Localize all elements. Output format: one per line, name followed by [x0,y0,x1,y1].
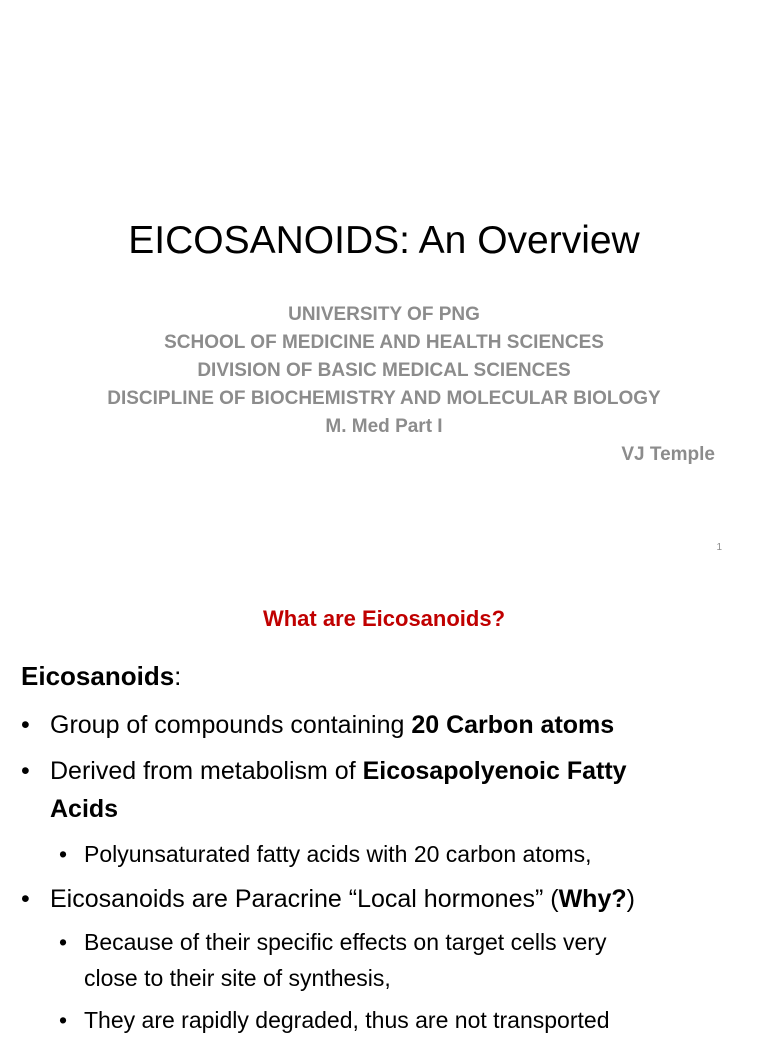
bullet-text: Group of compounds containing [50,711,412,739]
subtitle-line-course: M. Med Part I [325,416,443,437]
list-item [59,836,734,872]
term-colon: : [174,661,182,691]
term-label: Eicosanoids [21,661,175,691]
subtitle-line-discipline: DISCIPLINE OF BIOCHEMISTRY AND MOLECULAR BIOLOGY [107,388,661,409]
bullet-icon: • [21,885,30,913]
bullet-text: Polyunsaturated fatty acids with 20 carbon atoms, [84,841,592,867]
term-definition-label [21,659,181,693]
bullet-text-close: ) [626,885,635,913]
bullet-text-continued: close to their site of synthesis, [84,965,391,991]
list-item [59,1002,734,1038]
bullet-icon: • [21,757,30,785]
subtitle-line-school: SCHOOL OF MEDICINE AND HEALTH SCIENCES [164,332,604,353]
author-name: VJ Temple [621,444,715,465]
bullet-text: Because of their specific effects on target cells very [84,929,607,955]
bullet-bold-text-continued: Acids [50,795,119,823]
bullet-text: Eicosanoids are Paracrine “Local hormones” ( [50,885,559,913]
subtitle-line-university: UNIVERSITY OF PNG [288,304,480,325]
list-item [21,706,740,744]
slide-title: EICOSANOIDS: An Overview [128,219,640,262]
bullet-bold-text: Eicosapolyenoic Fatty [362,757,627,785]
subtitle-line-division: DIVISION OF BASIC MEDICAL SCIENCES [197,360,571,381]
institution-block [0,301,768,441]
bullet-bold-text: Why? [558,885,627,913]
content-slide [0,575,768,1033]
slide-heading: What are Eicosanoids? [262,606,506,631]
list-item [59,924,734,996]
list-item [21,752,740,828]
bullet-icon: • [59,1007,68,1033]
bullet-icon: • [59,929,68,955]
bullet-text: They are rapidly degraded, thus are not transported [84,1007,610,1033]
bullet-icon: • [59,841,68,867]
page-number: 1 [716,542,722,553]
bullet-text: Derived from metabolism of [50,757,363,785]
bullet-bold-text: 20 Carbon atoms [411,711,615,739]
list-item [21,880,740,918]
bullet-icon: • [21,711,30,739]
